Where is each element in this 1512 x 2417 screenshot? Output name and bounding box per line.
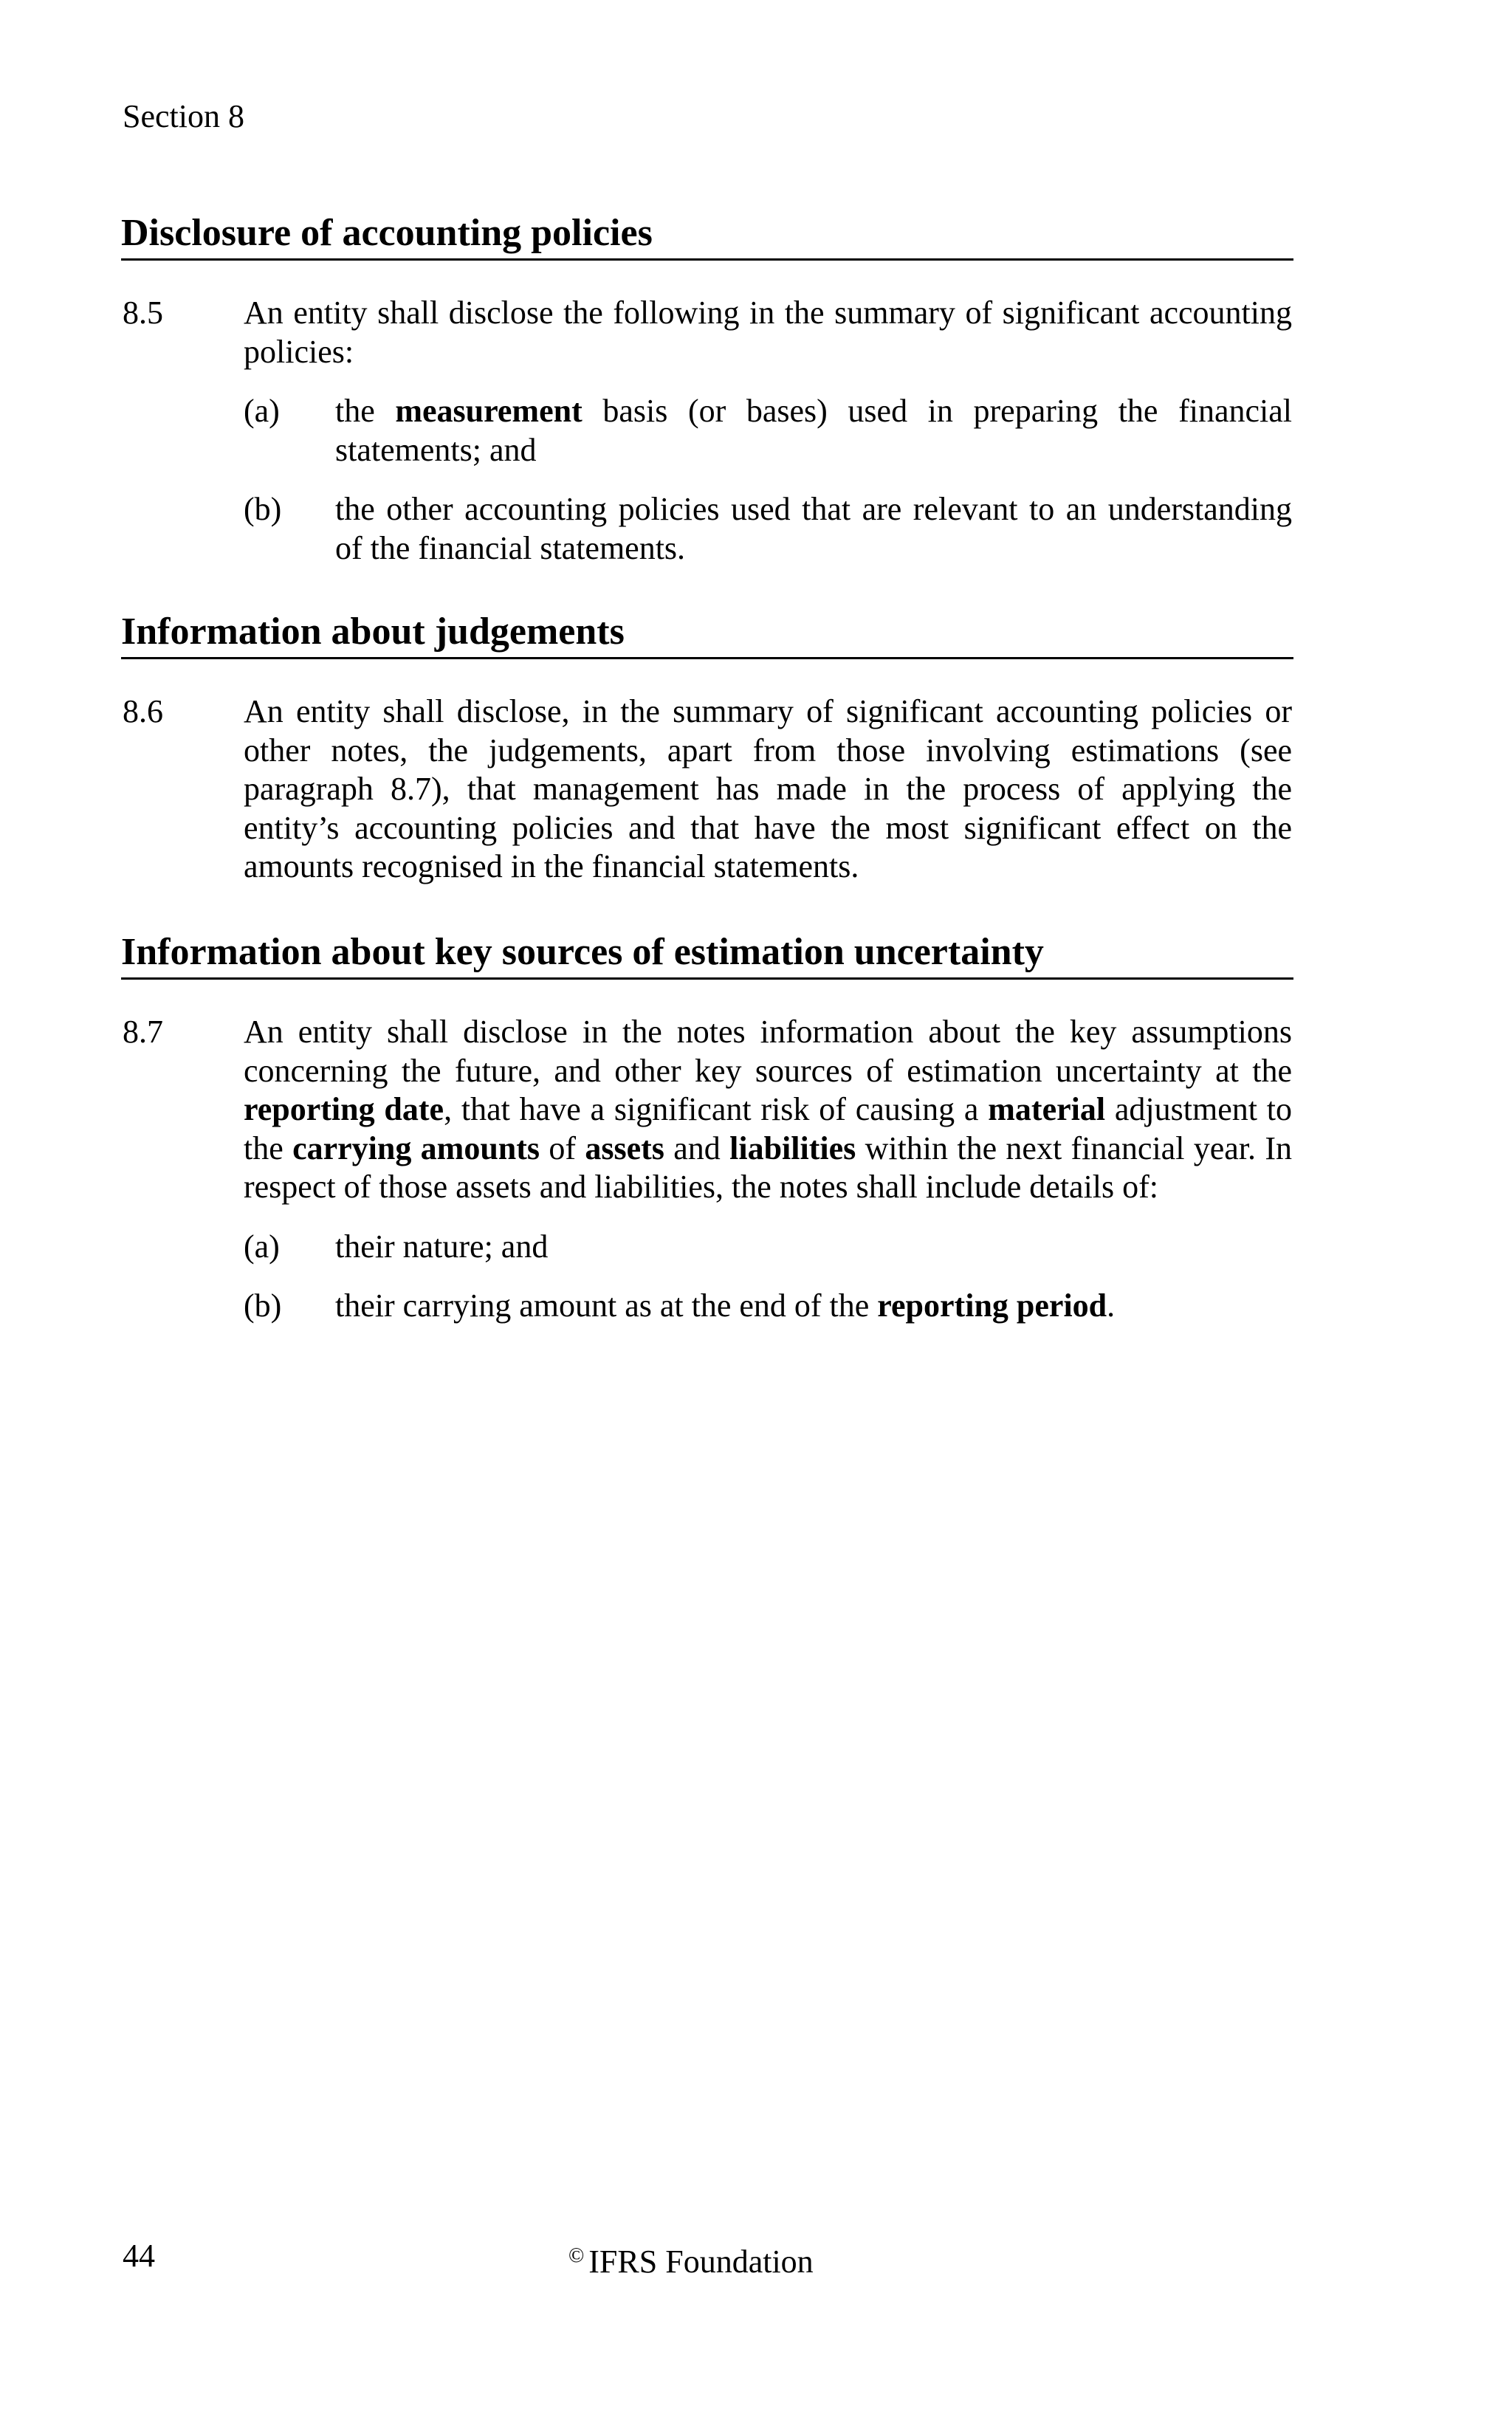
heading-information-about-judgements: Information about judgements <box>121 610 1293 659</box>
list-item <box>244 490 1292 568</box>
list-item-label: (b) <box>244 491 282 527</box>
paragraph-text: An entity shall disclose, in the summary of significant accounting policies or other notes, the judgements, apart from those involving estimations (see paragraph 8.7), that management has made in the process of applying the entity’s accounting policies and that have the most significant effect on the amounts recognised in the financial statements. <box>244 693 1292 884</box>
list-item-label: (a) <box>244 1228 280 1265</box>
list-item-text: their nature; and <box>335 1228 549 1265</box>
organization-name: IFRS Foundation <box>588 2244 814 2280</box>
list-item-label: (a) <box>244 393 280 429</box>
defined-term: material <box>988 1091 1106 1127</box>
paragraph-8-6 <box>123 692 1292 887</box>
copyright-notice <box>568 2237 814 2281</box>
paragraph-number: 8.7 <box>123 1014 163 1050</box>
defined-term: reporting period <box>877 1287 1107 1324</box>
defined-term: carrying amounts <box>292 1130 540 1166</box>
list-item-text: the other accounting policies used that are relevant to an understanding of the financial statements. <box>335 491 1292 566</box>
paragraph-8-5 <box>123 294 1292 568</box>
defined-term: assets <box>585 1130 664 1166</box>
defined-term: reporting date <box>244 1091 444 1127</box>
list-item-label: (b) <box>244 1287 282 1324</box>
paragraph-8-7 <box>123 1013 1292 1326</box>
page-number: 44 <box>123 2238 155 2274</box>
paragraph-text: An entity shall disclose in the notes information about the key assumptions concerning the future, and other key sources of estimation uncertainty at the reporting date, that have a significant risk of causing a material adjustment to the carrying amounts of assets and liabilities within the next financial year. In respect of those assets and liabilities, the notes shall include details of: <box>244 1014 1293 1205</box>
paragraph-number: 8.6 <box>123 693 163 729</box>
heading-information-about-key-sources-of-estimation-uncertainty: Information about key sources of estimation uncertainty <box>121 930 1293 980</box>
list-item-text: their carrying amount as at the end of the reporting period. <box>335 1287 1116 1324</box>
running-head: Section 8 <box>123 98 244 134</box>
defined-term: measurement <box>395 393 583 429</box>
heading-disclosure-of-accounting-policies: Disclosure of accounting policies <box>121 211 1293 261</box>
list-item-text: the measurement basis (or bases) used in preparing the financial statements; and <box>335 393 1292 468</box>
list-item <box>244 1228 1292 1267</box>
defined-term: liabilities <box>729 1130 856 1166</box>
list-item <box>244 1287 1292 1326</box>
copyright-symbol: © <box>568 2244 585 2267</box>
paragraph-text: An entity shall disclose the following in the summary of significant accounting policies: <box>244 295 1292 370</box>
list-item <box>244 392 1292 470</box>
paragraph-number: 8.5 <box>123 295 163 331</box>
